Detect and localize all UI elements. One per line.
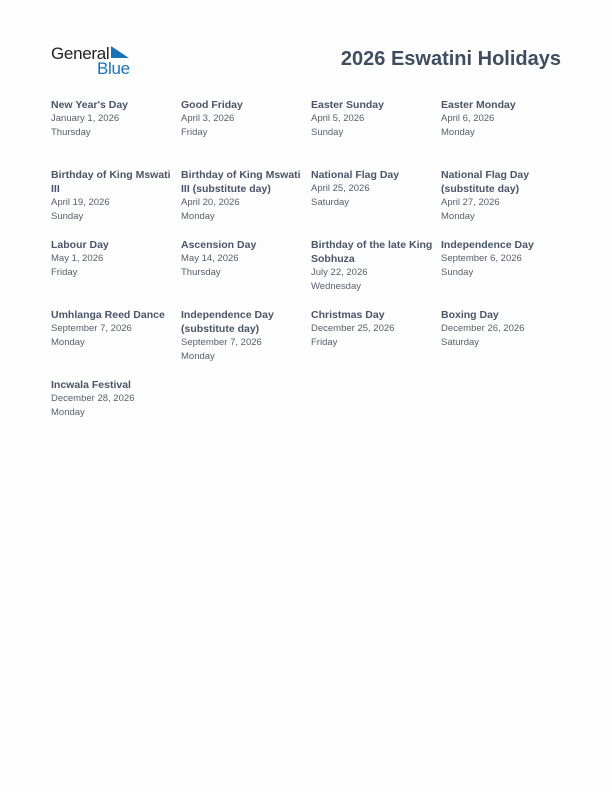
holiday-item [51, 378, 181, 448]
holiday-name: National Flag Day (substitute day) [441, 169, 530, 195]
holiday-date: May 1, 2026 [51, 253, 104, 264]
holiday-date: April 19, 2026 [51, 197, 110, 208]
holiday-weekday: Sunday [311, 127, 344, 138]
holiday-item [311, 98, 441, 168]
holiday-item [441, 98, 571, 168]
holiday-date: April 27, 2026 [441, 197, 500, 208]
holiday-date: December 26, 2026 [441, 323, 525, 334]
holiday-weekday: Friday [311, 337, 338, 348]
holiday-date: April 5, 2026 [311, 113, 365, 124]
holiday-weekday: Thursday [51, 127, 91, 138]
holiday-item [311, 308, 441, 378]
holiday-name: Independence Day [441, 239, 534, 251]
holiday-weekday: Thursday [181, 267, 221, 278]
holiday-name: Ascension Day [181, 239, 257, 251]
holiday-date: April 25, 2026 [311, 183, 370, 194]
holiday-date: January 1, 2026 [51, 113, 120, 124]
holiday-weekday: Monday [441, 211, 475, 222]
holiday-date: April 20, 2026 [181, 197, 240, 208]
holiday-name: Umhlanga Reed Dance [51, 309, 165, 321]
holiday-grid [51, 98, 571, 448]
holiday-item [311, 238, 441, 308]
holiday-item [181, 168, 311, 238]
holiday-item [51, 238, 181, 308]
holiday-item [181, 238, 311, 308]
holiday-name: Incwala Festival [51, 379, 131, 391]
holiday-name: Labour Day [51, 239, 109, 251]
holiday-date: April 6, 2026 [441, 113, 495, 124]
holiday-name: New Year's Day [51, 99, 129, 111]
holiday-item [51, 308, 181, 378]
holiday-weekday: Monday [181, 211, 215, 222]
holiday-item [311, 168, 441, 238]
holiday-weekday: Friday [181, 127, 208, 138]
generalblue-logo [51, 44, 141, 78]
holiday-date: December 25, 2026 [311, 323, 395, 334]
holiday-name: Birthday of the late King Sobhuza [311, 239, 433, 265]
holiday-item [441, 308, 571, 378]
holiday-name: Boxing Day [441, 309, 499, 321]
holiday-weekday: Monday [51, 337, 85, 348]
holiday-weekday: Wednesday [311, 281, 361, 292]
holiday-name: National Flag Day [311, 169, 400, 181]
holiday-item [441, 238, 571, 308]
holiday-item [181, 98, 311, 168]
holiday-weekday: Sunday [51, 211, 84, 222]
holiday-date: December 28, 2026 [51, 393, 135, 404]
holiday-weekday: Friday [51, 267, 78, 278]
holiday-item [181, 308, 311, 378]
holiday-date: July 22, 2026 [311, 267, 368, 278]
page-title: 2026 Eswatini Holidays [340, 48, 561, 70]
holiday-name: Christmas Day [311, 309, 385, 321]
holiday-date: April 3, 2026 [181, 113, 235, 124]
holiday-date: September 7, 2026 [51, 323, 132, 334]
holiday-weekday: Saturday [311, 197, 350, 208]
holiday-name: Easter Monday [441, 99, 516, 111]
holiday-weekday: Monday [441, 127, 475, 138]
holiday-name: Birthday of King Mswati III (substitute day) [181, 169, 301, 195]
holiday-name: Independence Day (substitute day) [181, 309, 274, 335]
holiday-name: Birthday of King Mswati III [51, 169, 171, 195]
holiday-item [441, 168, 571, 238]
holiday-date: May 14, 2026 [181, 253, 239, 264]
holiday-weekday: Monday [181, 351, 215, 362]
holiday-weekday: Saturday [441, 337, 480, 348]
logo-text-blue: Blue [97, 59, 130, 78]
holiday-weekday: Sunday [441, 267, 474, 278]
holiday-name: Easter Sunday [311, 99, 384, 111]
holiday-weekday: Monday [51, 407, 85, 418]
holiday-date: September 7, 2026 [181, 337, 262, 348]
logo-flag-icon [111, 46, 129, 60]
holiday-item [51, 98, 181, 168]
holiday-item [51, 168, 181, 238]
logo-text-general: General [51, 44, 110, 63]
holiday-date: September 6, 2026 [441, 253, 522, 264]
holiday-name: Good Friday [181, 99, 243, 111]
